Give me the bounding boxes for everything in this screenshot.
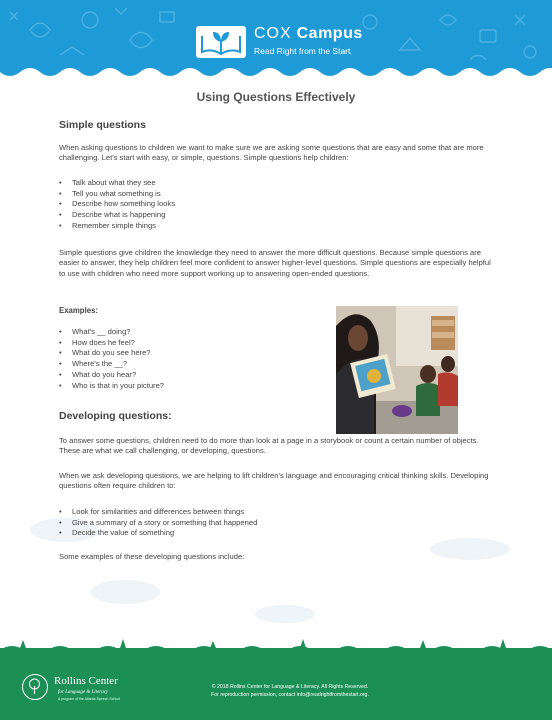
list-item: • Talk about what they see bbox=[59, 178, 175, 189]
footer-copyright bbox=[190, 683, 390, 699]
contact-line: For reproduction permission, contact info@readrightfromthestart.org. bbox=[211, 692, 369, 698]
page-title: Using Questions Effectively bbox=[196, 90, 356, 104]
footer-org-sub2: A program of the Atlanta Speech School bbox=[58, 697, 121, 701]
rollins-tree-icon bbox=[22, 674, 48, 700]
brand-name bbox=[254, 25, 363, 43]
developing-paragraph-2: When we ask developing questions, we are helping to lift children's language and encouraging critical thinking skills. Developing questions often require children to: bbox=[59, 471, 489, 491]
list-item: • How does he feel? bbox=[59, 338, 164, 349]
teacher-reading-photo bbox=[336, 306, 458, 434]
list-item: • Decide the value of something bbox=[59, 528, 257, 539]
brand-campus: Campus bbox=[296, 25, 363, 42]
book-sprout-icon bbox=[196, 26, 246, 58]
header-wave-edge bbox=[0, 66, 552, 78]
list-item: • What's __ doing? bbox=[59, 327, 164, 338]
developing-paragraph-1: To answer some questions, children need to do more than look at a page in a storybook or count a certain number of objects. These are what we call challenging, or developing, questions. bbox=[59, 436, 479, 456]
footer-org-name: Rollins Center bbox=[54, 675, 118, 687]
copyright-line: © 2018 Rollins Center for Language & Literacy. All Rights Reserved. bbox=[211, 684, 369, 690]
simple-bullet-list bbox=[59, 178, 175, 232]
footer-org-sub: for Language & Literacy bbox=[58, 690, 109, 695]
brand-tagline: Read Right from the Start bbox=[254, 46, 351, 56]
list-item: • Describe what is happening bbox=[59, 210, 175, 221]
simple-questions-heading: Simple questions bbox=[59, 119, 146, 131]
background-cloud bbox=[255, 605, 315, 623]
list-item: • Look for similarities and differences between things bbox=[59, 507, 257, 518]
list-item: • Where's the __? bbox=[59, 359, 164, 370]
list-item: • What do you hear? bbox=[59, 370, 164, 381]
list-item: • Remember simple things bbox=[59, 221, 175, 232]
simple-intro: When asking questions to children we want to make sure we are asking some questions that are easy and some that are more challenging. Let's start with easy, or simple, questions. Simple questions help children: bbox=[59, 143, 484, 163]
cox-campus-logo bbox=[196, 26, 246, 58]
list-item: • Describe how something looks bbox=[59, 199, 175, 210]
developing-bullet-list bbox=[59, 507, 257, 539]
background-cloud bbox=[90, 580, 160, 604]
developing-questions-heading: Developing questions: bbox=[59, 410, 172, 422]
examples-label: Examples: bbox=[59, 306, 99, 315]
list-item: • Give a summary of a story or something that happened bbox=[59, 518, 257, 529]
list-item: • What do you see here? bbox=[59, 348, 164, 359]
list-item: • Who is that in your picture? bbox=[59, 381, 164, 392]
examples-list bbox=[59, 327, 164, 391]
simple-body: Simple questions give children the knowledge they need to answer the more difficult questions. Because simple questions are easier to answer, they help children feel more confident to answer higher-level questions. Simple questions are especially helpful to use with children who need more support working up to answering open-ended questions. bbox=[59, 248, 491, 278]
list-item: • Tell you what something is bbox=[59, 189, 175, 200]
page-header bbox=[0, 0, 552, 78]
developing-closing: Some examples of these developing questions include: bbox=[59, 552, 245, 561]
brand-cox: COX bbox=[254, 25, 292, 42]
